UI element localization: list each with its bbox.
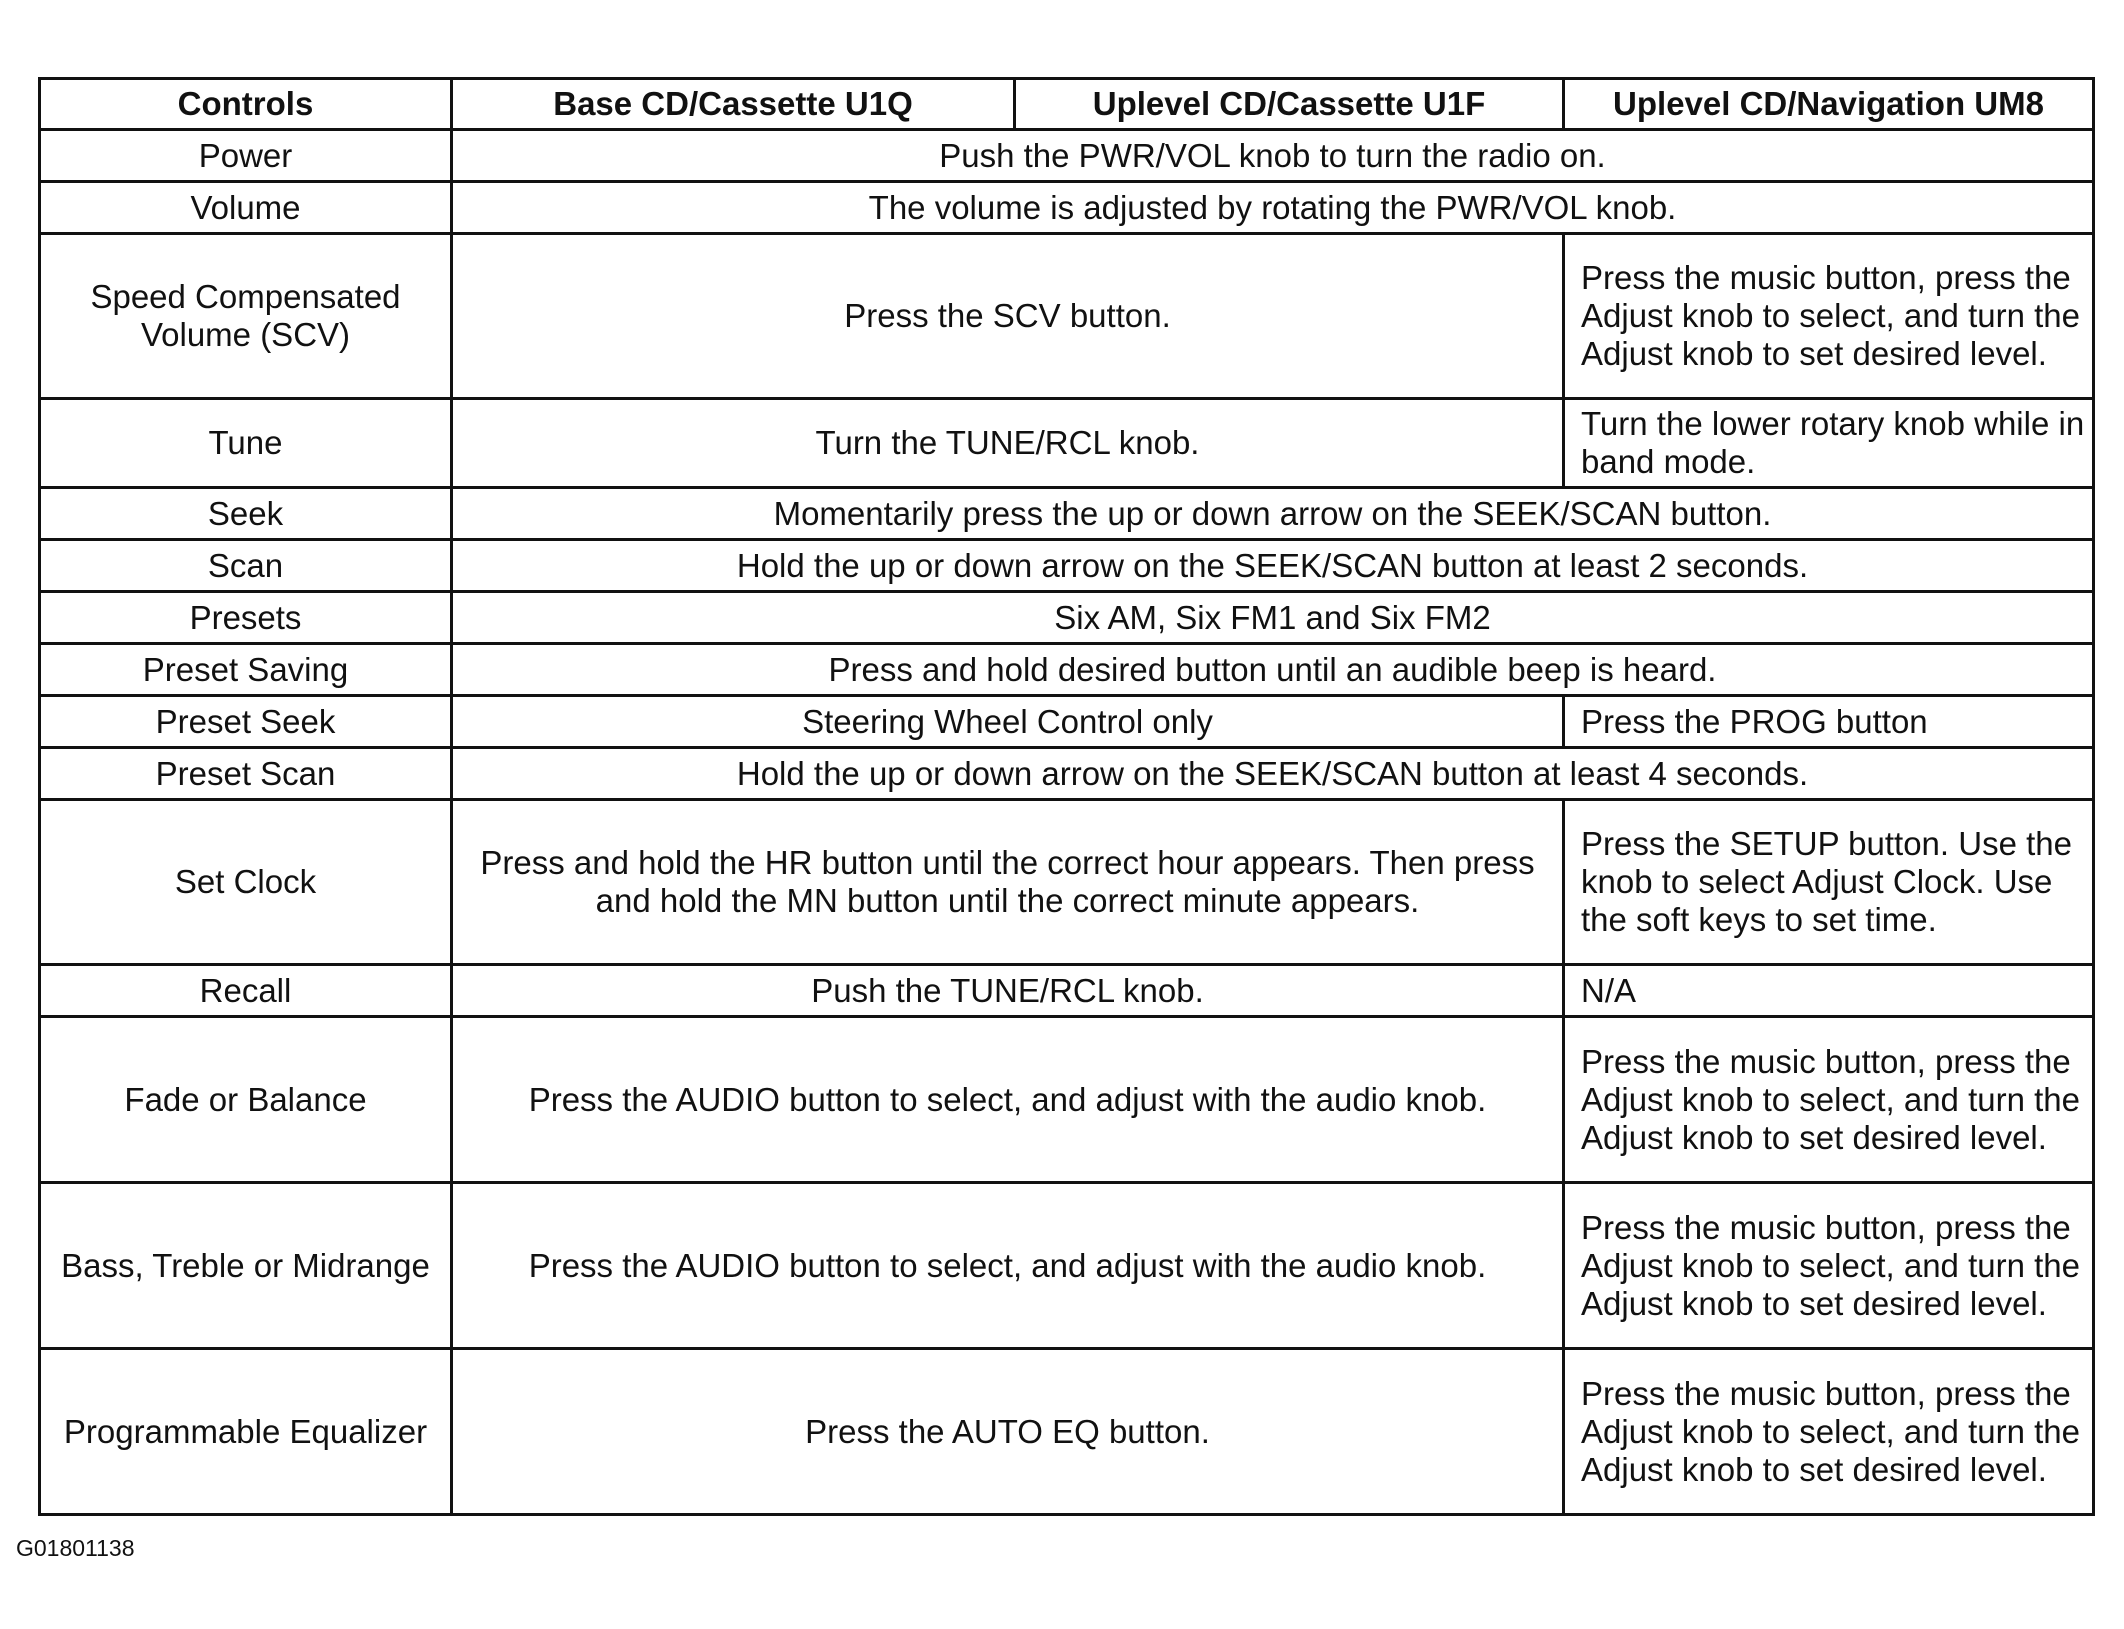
header-controls: Controls xyxy=(40,79,452,130)
instruction-navigation: Press the music button, press the Adjust knob to select, and turn the Adjust knob to set desired level. xyxy=(1564,1349,2094,1515)
control-name: Power xyxy=(40,130,452,182)
instruction-navigation: Press the music button, press the Adjust knob to select, and turn the Adjust knob to set desired level. xyxy=(1564,1017,2094,1183)
table-row xyxy=(40,182,2094,234)
control-name: Programmable Equalizer xyxy=(40,1349,452,1515)
instruction-all: Six AM, Six FM1 and Six FM2 xyxy=(452,592,2094,644)
table-header-row xyxy=(40,79,2094,130)
instruction-all: Press and hold desired button until an audible beep is heard. xyxy=(452,644,2094,696)
control-name: Preset Seek xyxy=(40,696,452,748)
header-base-cd-cassette: Base CD/Cassette U1Q xyxy=(452,79,1015,130)
table-row xyxy=(40,488,2094,540)
table-row xyxy=(40,592,2094,644)
instruction-all: The volume is adjusted by rotating the PWR/VOL knob. xyxy=(452,182,2094,234)
instruction-base-uplevel: Press the AUDIO button to select, and adjust with the audio knob. xyxy=(452,1183,1564,1349)
instruction-base-uplevel: Push the TUNE/RCL knob. xyxy=(452,965,1564,1017)
instruction-navigation: N/A xyxy=(1564,965,2094,1017)
instruction-navigation: Turn the lower rotary knob while in band mode. xyxy=(1564,399,2094,488)
instruction-all: Momentarily press the up or down arrow on the SEEK/SCAN button. xyxy=(452,488,2094,540)
table-row xyxy=(40,399,2094,488)
instruction-base-uplevel: Steering Wheel Control only xyxy=(452,696,1564,748)
control-name: Set Clock xyxy=(40,800,452,965)
table-row xyxy=(40,1349,2094,1515)
control-name: Scan xyxy=(40,540,452,592)
instruction-base-uplevel: Press and hold the HR button until the correct hour appears. Then press and hold the MN button until the correct minute appears. xyxy=(452,800,1564,965)
control-name: Speed Compensated Volume (SCV) xyxy=(40,234,452,399)
control-name: Preset Saving xyxy=(40,644,452,696)
table-row xyxy=(40,540,2094,592)
radio-controls-table xyxy=(38,77,2095,1516)
instruction-base-uplevel: Press the AUDIO button to select, and adjust with the audio knob. xyxy=(452,1017,1564,1183)
table-row xyxy=(40,748,2094,800)
instruction-base-uplevel: Turn the TUNE/RCL knob. xyxy=(452,399,1564,488)
header-uplevel-cd-navigation: Uplevel CD/Navigation UM8 xyxy=(1564,79,2094,130)
header-uplevel-cd-cassette: Uplevel CD/Cassette U1F xyxy=(1015,79,1564,130)
instruction-base-uplevel: Press the SCV button. xyxy=(452,234,1564,399)
control-name: Bass, Treble or Midrange xyxy=(40,1183,452,1349)
instruction-navigation: Press the music button, press the Adjust knob to select, and turn the Adjust knob to set desired level. xyxy=(1564,1183,2094,1349)
instruction-navigation: Press the music button, press the Adjust knob to select, and turn the Adjust knob to set desired level. xyxy=(1564,234,2094,399)
table-row xyxy=(40,130,2094,182)
table-row xyxy=(40,965,2094,1017)
control-name: Tune xyxy=(40,399,452,488)
instruction-base-uplevel: Press the AUTO EQ button. xyxy=(452,1349,1564,1515)
control-name: Recall xyxy=(40,965,452,1017)
instruction-all: Hold the up or down arrow on the SEEK/SCAN button at least 4 seconds. xyxy=(452,748,2094,800)
instruction-navigation: Press the SETUP button. Use the knob to select Adjust Clock. Use the soft keys to set time. xyxy=(1564,800,2094,965)
table-row xyxy=(40,696,2094,748)
figure-code: G01801138 xyxy=(16,1535,135,1561)
table-row xyxy=(40,234,2094,399)
instruction-all: Hold the up or down arrow on the SEEK/SCAN button at least 2 seconds. xyxy=(452,540,2094,592)
instruction-navigation: Press the PROG button xyxy=(1564,696,2094,748)
table-row xyxy=(40,1183,2094,1349)
control-name: Preset Scan xyxy=(40,748,452,800)
control-name: Fade or Balance xyxy=(40,1017,452,1183)
control-name: Seek xyxy=(40,488,452,540)
table-row xyxy=(40,644,2094,696)
control-name: Presets xyxy=(40,592,452,644)
table-row xyxy=(40,800,2094,965)
table-row xyxy=(40,1017,2094,1183)
control-name: Volume xyxy=(40,182,452,234)
instruction-all: Push the PWR/VOL knob to turn the radio on. xyxy=(452,130,2094,182)
